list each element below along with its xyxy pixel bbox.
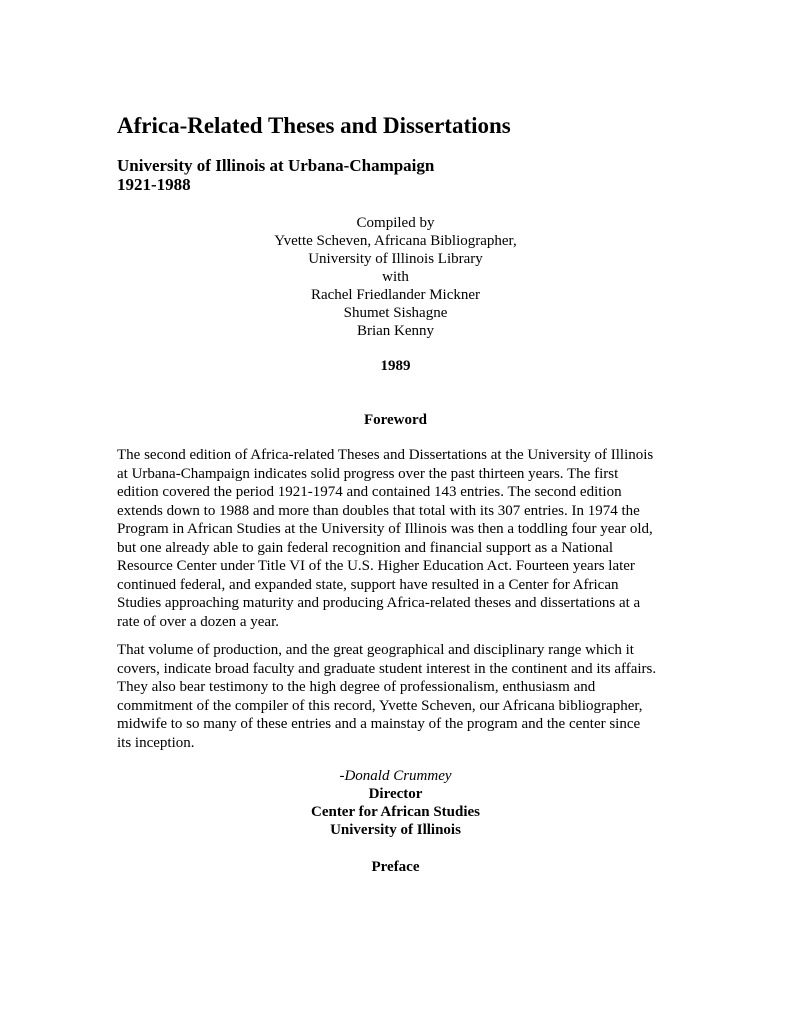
signature-name: -Donald Crummey	[339, 768, 452, 784]
document-subtitle	[117, 156, 434, 194]
signature-institution: University of Illinois	[330, 822, 461, 838]
paragraph-line: midwife to so many of these entries and a mainstay of the program and the center since	[117, 716, 641, 732]
paragraph-line: Studies approaching maturity and producing Africa-related theses and dissertations at a	[117, 595, 641, 611]
paragraph-line: That volume of production, and the great geographical and disciplinary range which it	[117, 642, 634, 658]
credits-line: Brian Kenny	[356, 323, 435, 339]
signature-role: Director	[368, 786, 423, 802]
paragraph-line: rate of over a dozen a year.	[117, 613, 279, 630]
credits-line: Rachel Friedlander Mickner	[310, 287, 481, 303]
paragraph-line: commitment of the compiler of this record, Yvette Scheven, our Africana bibliographer,	[117, 697, 643, 714]
paragraph-line: its inception.	[117, 734, 195, 751]
paragraph-line: edition covered the period 1921-1974 and contained 143 entries. The second edition	[117, 484, 622, 500]
paragraph-line: The second edition of Africa-related Theses and Dissertations at the University of Illinois	[117, 447, 654, 463]
compiler-credits	[117, 214, 674, 340]
paragraph-line: extends down to 1988 and more than doubles that total with its 307 entries. In 1974 the	[117, 502, 640, 519]
foreword-paragraph-2	[117, 641, 674, 752]
credits-line: Shumet Sishagne	[343, 305, 448, 321]
paragraph-line: Program in African Studies at the University of Illinois was then a toddling four year old,	[117, 521, 653, 537]
credits-line: Yvette Scheven, Africana Bibliographer,	[274, 233, 517, 249]
subtitle-date-range: 1921-1988	[117, 175, 191, 194]
paragraph-line: continued federal, and expanded state, support have resulted in a Center for African	[117, 576, 619, 593]
paragraph-line: They also bear testimony to the high degree of professionalism, enthusiasm and	[117, 679, 596, 695]
preface-heading: Preface	[371, 859, 420, 875]
document-title: Africa-Related Theses and Dissertations	[117, 113, 511, 138]
foreword-signature	[117, 767, 674, 839]
credits-line: Compiled by	[356, 215, 435, 231]
publication-year: 1989	[380, 358, 411, 374]
credits-line: with	[382, 269, 409, 285]
paragraph-line: but one already able to gain federal recognition and financial support as a National	[117, 539, 614, 556]
foreword-paragraph-1	[117, 446, 674, 631]
paragraph-line: at Urbana-Champaign indicates solid progress over the past thirteen years. The first	[117, 465, 619, 482]
paragraph-line: Resource Center under Title VI of the U.S. Higher Education Act. Fourteen years later	[117, 558, 635, 574]
paragraph-line: covers, indicate broad faculty and graduate student interest in the continent and its affairs.	[117, 660, 657, 677]
credits-line: University of Illinois Library	[308, 251, 483, 267]
subtitle-institution: University of Illinois at Urbana-Champaign	[117, 156, 435, 175]
signature-organization: Center for African Studies	[310, 804, 480, 820]
foreword-heading: Foreword	[363, 412, 428, 428]
